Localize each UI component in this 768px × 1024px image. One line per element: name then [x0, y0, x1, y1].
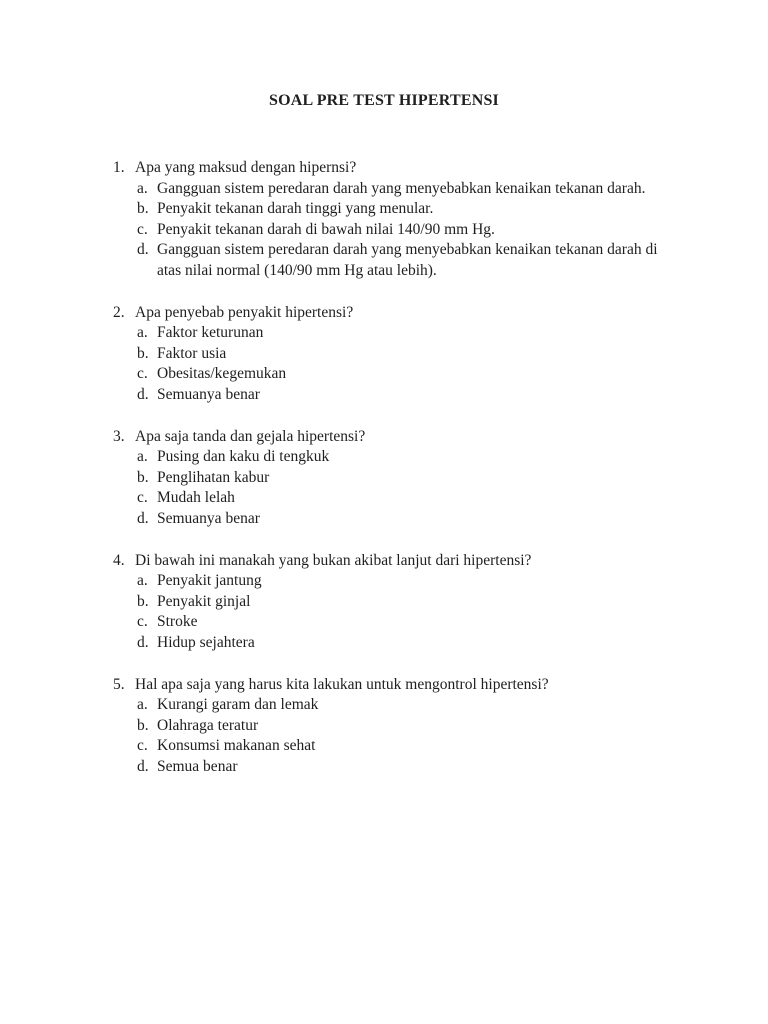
option-a — [137, 571, 682, 592]
document-title: SOAL PRE TEST HIPERTENSI — [269, 92, 499, 109]
option-d — [137, 633, 682, 654]
option-b — [137, 344, 682, 365]
question-number: 4. — [113, 551, 125, 569]
question-text: Hal apa saja yang harus kita lakukan untuk mengontrol hipertensi? — [135, 675, 549, 693]
option-text: Penyakit tekanan darah tinggi yang menular. — [157, 200, 434, 217]
question-5 — [113, 675, 682, 778]
option-letter: b. — [137, 468, 149, 486]
option-letter: b. — [137, 716, 149, 734]
option-c — [137, 488, 682, 509]
option-letter: b. — [137, 344, 149, 362]
option-letter: c. — [137, 365, 148, 382]
question-1 — [113, 158, 682, 281]
option-b — [137, 592, 682, 613]
option-d — [137, 757, 682, 778]
question-number: 1. — [113, 159, 125, 176]
option-letter: a. — [137, 572, 148, 589]
option-text: Kurangi garam dan lemak — [157, 696, 319, 713]
option-d — [137, 385, 682, 406]
question-3 — [113, 427, 682, 530]
option-text: Penyakit jantung — [157, 572, 262, 589]
option-text: Penglihatan kabur — [157, 468, 270, 486]
option-text: Semua benar — [157, 757, 238, 775]
question-number: 2. — [113, 303, 125, 321]
option-letter: b. — [137, 200, 149, 217]
option-letter: a. — [137, 448, 148, 465]
option-letter: a. — [137, 696, 148, 713]
option-a — [137, 447, 682, 468]
option-text: Mudah lelah — [157, 489, 235, 506]
option-b — [137, 468, 682, 489]
question-text: Apa penyebab penyakit hipertensi? — [135, 303, 354, 321]
question-line — [113, 551, 682, 572]
option-text: Olahraga teratur — [157, 716, 259, 734]
question-4 — [113, 551, 682, 654]
question-2 — [113, 303, 682, 406]
option-letter: c. — [137, 737, 148, 754]
option-d — [137, 240, 682, 281]
option-text: Faktor keturunan — [157, 324, 264, 341]
question-line — [113, 427, 682, 448]
option-b — [137, 199, 682, 220]
option-text: Stroke — [157, 613, 198, 630]
question-text: Di bawah ini manakah yang bukan akibat lanjut dari hipertensi? — [135, 551, 532, 569]
question-line — [113, 158, 682, 179]
option-letter: d. — [137, 757, 149, 775]
question-line — [113, 303, 682, 324]
question-text: Apa saja tanda dan gejala hipertensi? — [135, 427, 366, 445]
option-letter: c. — [137, 220, 148, 238]
option-text: Faktor usia — [157, 344, 227, 362]
option-letter: d. — [137, 633, 149, 651]
option-text: Konsumsi makanan sehat — [157, 737, 316, 754]
option-text: Penyakit ginjal — [157, 592, 251, 610]
option-c — [137, 736, 682, 757]
option-d — [137, 509, 682, 530]
option-letter: c. — [137, 489, 148, 506]
option-c — [137, 612, 682, 633]
option-b — [137, 716, 682, 737]
option-c — [137, 220, 682, 241]
option-text: Penyakit tekanan darah di bawah nilai 140/90 mm Hg. — [157, 220, 495, 238]
option-letter: b. — [137, 592, 149, 610]
option-letter: d. — [137, 385, 149, 403]
option-letter: d. — [137, 509, 149, 527]
question-number: 3. — [113, 427, 125, 445]
option-text: Obesitas/kegemukan — [157, 365, 287, 382]
option-letter: a. — [137, 179, 148, 197]
option-text: Gangguan sistem peredaran darah yang menyebabkan kenaikan tekanan darah. — [157, 179, 646, 197]
option-letter: a. — [137, 324, 148, 341]
option-a — [137, 179, 682, 200]
option-c — [137, 364, 682, 385]
question-line — [113, 675, 682, 696]
option-text: Hidup sejahtera — [157, 633, 255, 651]
option-text: Semuanya benar — [157, 385, 260, 403]
option-text: Gangguan sistem peredaran darah yang menyebabkan kenaikan tekanan darah di atas nilai normal (140/90 mm Hg atau lebih). — [157, 241, 658, 279]
option-text: Semuanya benar — [157, 509, 260, 527]
option-text: Pusing dan kaku di tengkuk — [157, 448, 330, 465]
option-letter: d. — [137, 241, 149, 258]
option-a — [137, 695, 682, 716]
question-number: 5. — [113, 675, 125, 693]
option-a — [137, 323, 682, 344]
option-letter: c. — [137, 613, 148, 630]
question-text: Apa yang maksud dengan hipernsi? — [135, 159, 357, 176]
